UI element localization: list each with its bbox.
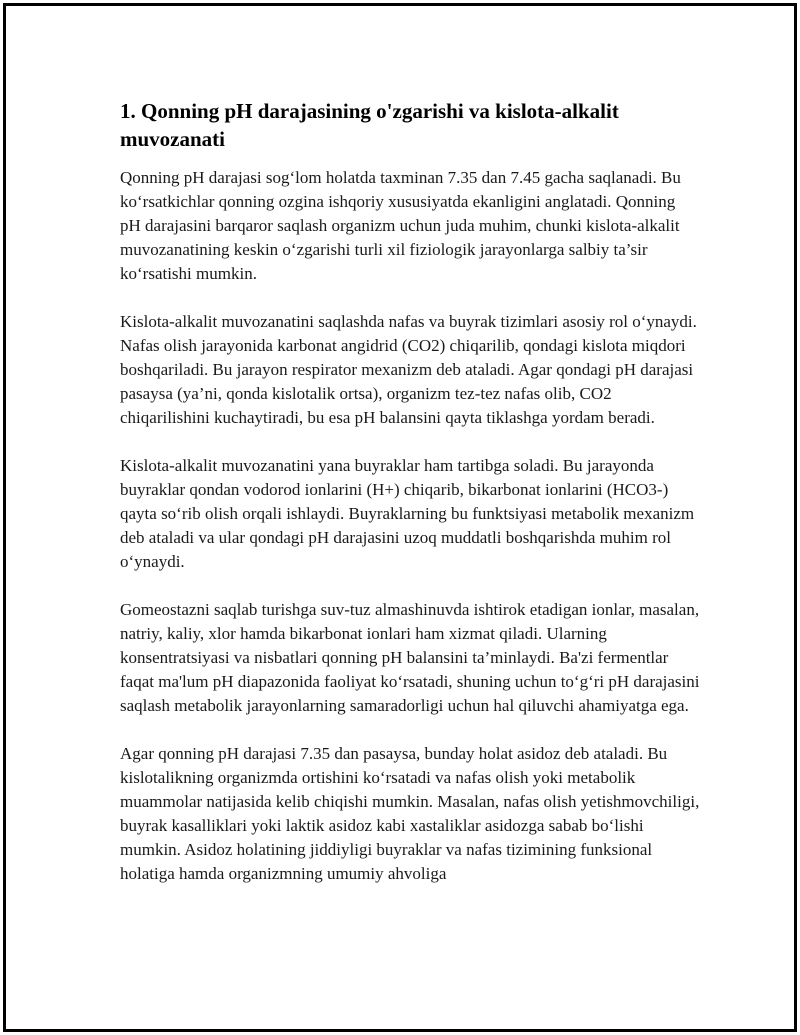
section-heading: 1. Qonning pH darajasining o'zgarishi va kislota-alkalit muvozanati: [120, 99, 619, 151]
paragraph-4: Gomeostazni saqlab turishga suv-tuz almashinuvda ishtirok etadigan ionlar, masalan, natriy, kaliy, xlor hamda bikarbonat ionlari ham xizmat qiladi. Ularning konsentratsiyasi va nisbatlari qonning pH balansini ta’minlaydi. Ba'zi fermentlar faqat ma'lum pH diapazonida faoliyat ko‘rsatadi, shuning uchun to‘g‘ri pH darajasini saqlash metabolik jarayonlarning samaradorligi uchun hal qiluvchi ahamiyatga ega.: [120, 600, 700, 715]
paragraph-3: Kislota-alkalit muvozanatini yana buyraklar ham tartibga soladi. Bu jarayonda buyraklar qondan vodorod ionlarini (H+) chiqarib, bikarbonat ionlarini (HCO3-) qayta so‘rib olish orqali ishlaydi. Buyraklarning bu funktsiyasi metabolik mexanizm deb ataladi va ular qondagi pH darajasini uzoq muddatli boshqarishda muhim rol o‘ynaydi.: [120, 456, 695, 571]
paragraph-5: Agar qonning pH darajasi 7.35 dan pasaysa, bunday holat asidoz deb ataladi. Bu kislotalikning organizmda ortishini ko‘rsatadi va nafas olish yoki metabolik muammolar natijasida kelib chiqishi mumkin. Masalan, nafas olish yetishmovchiligi, buyrak kasalliklari yoki laktik asidoz kabi xastaliklar asidozga sabab bo‘lishi mumkin. Asidoz holatining jiddiyligi buyraklar va nafas tizimining funksional holatiga hamda organizmning umumiy ahvoliga: [120, 744, 700, 883]
paragraph-1: Qonning pH darajasi sog‘lom holatda taxminan 7.35 dan 7.45 gacha saqlanadi. Bu ko‘rsatkichlar qonning ozgina ishqoriy xususiyatda ekanligini anglatadi. Qonning pH darajasini barqaror saqlash organizm uchun juda muhim, chunki kislota-alkalit muvozanatining keskin o‘zgarishi turli xil fiziologik jarayonlarga salbiy ta’sir ko‘rsatishi mumkin.: [120, 168, 681, 283]
paragraph-2: Kislota-alkalit muvozanatini saqlashda nafas va buyrak tizimlari asosiy rol o‘ynaydi. Nafas olish jarayonida karbonat angidrid (CO2) chiqarilib, qondagi kislota miqdori boshqariladi. Bu jarayon respirator mexanizm deb ataladi. Agar qondagi pH darajasi pasaysa (ya’ni, qonda kislotalik ortsa), organizm tez-tez nafas olib, CO2 chiqarilishini kuchaytiradi, bu esa pH balansini qayta tiklashga yordam beradi.: [120, 312, 697, 427]
document-page: [3, 3, 797, 1032]
document-body: [120, 97, 700, 910]
